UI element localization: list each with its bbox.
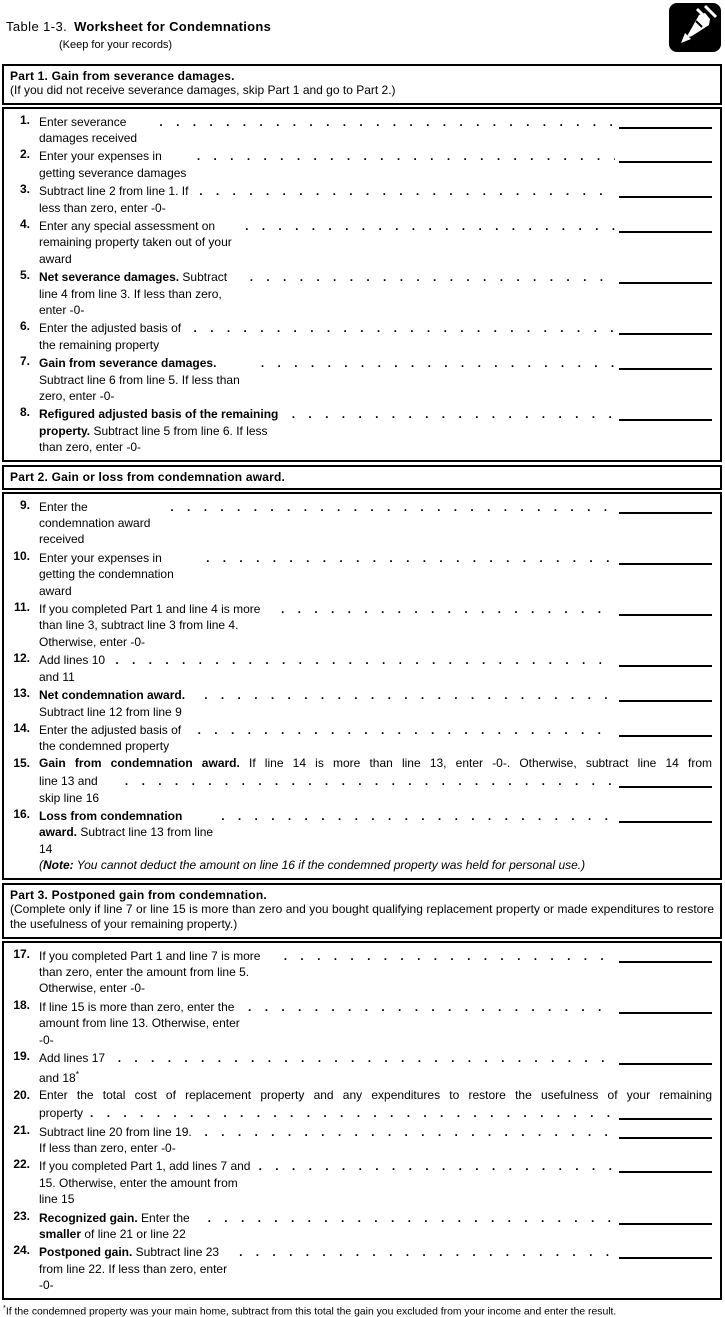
row-line bbox=[39, 112, 712, 147]
row-text bbox=[39, 404, 712, 455]
answer-line bbox=[619, 270, 712, 284]
row-text bbox=[39, 685, 712, 720]
dot-leader bbox=[250, 269, 615, 285]
worksheet-row bbox=[9, 946, 712, 997]
row-number: 3. bbox=[19, 182, 30, 197]
row-line-text bbox=[39, 722, 191, 755]
dot-leader bbox=[90, 1105, 615, 1121]
worksheet-row bbox=[9, 267, 712, 318]
row-line bbox=[39, 857, 712, 873]
worksheet-row bbox=[9, 1087, 712, 1122]
text-segment: If line 15 is more than zero, enter the amount from line 13. Otherwise, enter -0- bbox=[39, 999, 244, 1047]
row-line-text bbox=[39, 808, 217, 857]
row-line bbox=[39, 1242, 712, 1293]
dot-leader bbox=[199, 183, 615, 199]
text-segment: Recognized gain. bbox=[39, 1210, 138, 1225]
answer-line bbox=[619, 1051, 712, 1065]
row-line-text bbox=[39, 320, 187, 353]
text-segment: Note: bbox=[43, 858, 74, 873]
dot-leader bbox=[208, 1210, 615, 1226]
row-line bbox=[39, 720, 712, 755]
row-line-wrapped bbox=[39, 755, 712, 771]
dot-leader bbox=[170, 499, 615, 515]
dot-leader bbox=[239, 1244, 615, 1260]
text-segment: Subtract line 2 from line 1. If less than zero, enter -0- bbox=[39, 184, 192, 215]
worksheet-row bbox=[9, 404, 712, 455]
dot-leader bbox=[261, 355, 615, 371]
worksheet-row bbox=[9, 599, 712, 650]
text-segment: Subtract line 4 from line 3. If less than zero, enter -0- bbox=[39, 270, 231, 317]
text-segment: * bbox=[75, 1069, 79, 1080]
row-line bbox=[39, 353, 712, 404]
dot-leader bbox=[245, 218, 615, 234]
worksheet-row bbox=[9, 1208, 712, 1243]
worksheet-row bbox=[9, 685, 712, 720]
answer-line bbox=[619, 723, 712, 737]
row-line-text bbox=[39, 1050, 111, 1087]
part-title: Part 2. Gain or loss from condemnation award. bbox=[10, 469, 286, 484]
footnote bbox=[3, 1303, 722, 1317]
worksheet-row bbox=[9, 1242, 712, 1293]
row-line-text bbox=[39, 857, 585, 873]
text-segment: Enter any special assessment on remaining property taken out of your award bbox=[39, 218, 236, 266]
dot-leader bbox=[194, 320, 615, 336]
part-subtitle: (Complete only if line 7 or line 15 is more than zero and you bought qualifying replacement property or made expenditures to restore the usefulness of your remaining property.) bbox=[10, 901, 714, 932]
answer-line bbox=[619, 1211, 712, 1225]
worksheet-row bbox=[9, 806, 712, 857]
part-subtitle: (If you did not receive severance damages, skip Part 1 and go to Part 2.) bbox=[10, 83, 396, 97]
row-line-text bbox=[39, 1158, 252, 1207]
text-segment: Subtract line 6 from line 5. If less than zero, enter -0- bbox=[39, 356, 244, 403]
answer-line bbox=[619, 115, 712, 129]
table-title: Worksheet for Condemnations bbox=[74, 19, 272, 34]
worksheet-row bbox=[9, 146, 712, 181]
text-segment: Enter the condemnation award received bbox=[39, 499, 154, 547]
row-line-text bbox=[39, 999, 244, 1048]
dot-leader bbox=[125, 773, 615, 789]
answer-line bbox=[619, 774, 712, 788]
text-segment: If you completed Part 1 and line 4 is more than line 3, subtract line 3 from line 4. Otherwise, enter -0- bbox=[39, 602, 264, 649]
dot-leader bbox=[221, 808, 615, 824]
row-text bbox=[39, 548, 712, 599]
row-line-text bbox=[39, 1210, 201, 1243]
part-header bbox=[2, 64, 722, 105]
text-segment: Gain from condemnation award. bbox=[39, 755, 240, 770]
pencil-icon bbox=[669, 3, 721, 52]
table-number: Table 1-3. bbox=[6, 19, 68, 34]
row-line-text bbox=[39, 1088, 712, 1102]
row-line-text bbox=[39, 601, 274, 650]
row-text bbox=[39, 216, 712, 267]
answer-line bbox=[619, 551, 712, 565]
part-2 bbox=[2, 465, 722, 880]
dot-leader bbox=[281, 601, 615, 617]
worksheet-row bbox=[9, 497, 712, 548]
dot-leader bbox=[115, 652, 615, 668]
dot-leader bbox=[205, 1124, 616, 1140]
worksheet-row bbox=[9, 1156, 712, 1207]
part-header bbox=[2, 465, 722, 490]
answer-line bbox=[619, 1245, 712, 1259]
row-line-text bbox=[39, 773, 118, 806]
row-text bbox=[39, 1122, 712, 1157]
text-segment: Enter the adjusted basis of the condemned property bbox=[39, 722, 185, 754]
text-segment: Subtract line 13 from line 14 bbox=[39, 825, 217, 856]
row-number: 14. bbox=[13, 720, 30, 735]
row-line bbox=[39, 216, 712, 267]
text-segment: of line 21 or line 22 bbox=[81, 1227, 186, 1242]
text-segment: Net condemnation award. bbox=[39, 688, 186, 703]
row-line bbox=[39, 1103, 712, 1121]
text-segment: Enter the adjusted basis of the remaining property bbox=[39, 321, 185, 352]
row-number: 22. bbox=[13, 1157, 30, 1172]
text-segment: Subtract line 5 from line 6. If less than zero, enter -0- bbox=[39, 423, 271, 455]
dot-leader bbox=[248, 999, 615, 1015]
row-number: 1. bbox=[19, 112, 30, 127]
row-text bbox=[39, 1048, 712, 1087]
worksheet-row bbox=[9, 318, 712, 353]
text-segment: Enter the bbox=[137, 1210, 194, 1225]
row-number: 6. bbox=[19, 319, 30, 334]
answer-line bbox=[619, 653, 712, 667]
row-line-text bbox=[39, 1244, 232, 1293]
dot-leader bbox=[198, 722, 615, 738]
row-number: 8. bbox=[19, 405, 30, 420]
dot-leader bbox=[206, 550, 615, 566]
dot-leader bbox=[259, 1158, 615, 1174]
row-line-text bbox=[39, 148, 190, 181]
row-text bbox=[39, 267, 712, 318]
row-line-text bbox=[39, 355, 254, 404]
text-segment: property bbox=[39, 1106, 84, 1121]
text-segment: smaller bbox=[39, 1227, 82, 1242]
worksheet-row bbox=[9, 720, 712, 755]
row-line-text bbox=[39, 114, 152, 147]
text-segment: line 13 and skip line 16 bbox=[39, 774, 102, 805]
row-line-text bbox=[39, 756, 712, 770]
row-line-text bbox=[39, 687, 197, 720]
dot-leader bbox=[159, 114, 615, 130]
text-segment: If you completed Part 1 and line 7 is more than zero, enter the amount from line 5. Otherwise, enter -0- bbox=[39, 948, 264, 996]
row-line-text bbox=[39, 1105, 83, 1121]
answer-line bbox=[619, 1106, 712, 1120]
row-line-text bbox=[39, 218, 238, 267]
text-segment: Subtract line 23 from line 22. If less than zero, enter -0- bbox=[39, 1245, 231, 1293]
row-line bbox=[39, 181, 712, 216]
text-segment: Add lines 10 and 11 bbox=[39, 653, 109, 684]
row-text bbox=[39, 1087, 712, 1122]
row-number: 19. bbox=[13, 1049, 30, 1063]
text-segment: Loss from condemnation award. bbox=[39, 808, 186, 840]
dot-leader bbox=[284, 948, 615, 964]
table-subtitle: (Keep for your records) bbox=[59, 39, 173, 51]
row-number: 4. bbox=[19, 216, 30, 231]
answer-line bbox=[619, 407, 712, 421]
row-line bbox=[39, 771, 712, 806]
dot-leader bbox=[292, 406, 615, 422]
note-row bbox=[9, 857, 712, 873]
text-segment: Gain from severance damages. bbox=[39, 356, 217, 371]
row-text bbox=[39, 146, 712, 181]
dot-leader bbox=[118, 1050, 615, 1066]
row-line bbox=[39, 599, 712, 650]
row-number: 9. bbox=[19, 497, 30, 512]
text-segment: Enter the total cost of replacement property and any expenditures to restore the usefulness of your remaining bbox=[39, 1087, 712, 1102]
row-text bbox=[39, 112, 712, 147]
answer-line bbox=[619, 500, 712, 514]
worksheet-row bbox=[9, 181, 712, 216]
row-line-text bbox=[39, 652, 108, 685]
text-segment: Refigured adjusted basis of the remaining property. bbox=[39, 407, 282, 438]
row-number: 20. bbox=[13, 1087, 30, 1102]
row-text bbox=[39, 353, 712, 404]
row-text bbox=[39, 650, 712, 685]
row-line-text bbox=[39, 183, 192, 216]
row-line bbox=[39, 404, 712, 455]
answer-line bbox=[619, 1125, 712, 1139]
row-number: 18. bbox=[13, 997, 30, 1012]
row-number: 10. bbox=[13, 548, 30, 563]
worksheet-row bbox=[9, 216, 712, 267]
row-number: 24. bbox=[13, 1243, 30, 1258]
row-number: 16. bbox=[13, 806, 30, 821]
row-number: 7. bbox=[19, 354, 30, 369]
row-text bbox=[39, 1156, 712, 1207]
row-line bbox=[39, 548, 712, 599]
row-line bbox=[39, 318, 712, 353]
text-segment: Postponed gain. bbox=[39, 1245, 133, 1260]
doc-header bbox=[2, 0, 722, 61]
row-text bbox=[39, 946, 712, 997]
part-header bbox=[2, 883, 722, 939]
row-number: 11. bbox=[13, 600, 30, 615]
text-segment: Enter severance damages received bbox=[39, 114, 138, 145]
text-segment: ( bbox=[39, 858, 43, 873]
text-segment: * bbox=[3, 1302, 6, 1312]
text-segment: Subtract line 20 from line 19. If less than zero, enter -0- bbox=[39, 1124, 196, 1156]
row-line-text bbox=[39, 1124, 198, 1157]
row-line bbox=[39, 1048, 712, 1087]
worksheet-row bbox=[9, 755, 712, 806]
worksheet-row bbox=[9, 1122, 712, 1157]
row-line bbox=[39, 1156, 712, 1207]
row-line-text bbox=[39, 550, 199, 599]
row-text bbox=[39, 497, 712, 548]
row-text bbox=[39, 318, 712, 353]
row-text bbox=[39, 599, 712, 650]
row-line-text bbox=[39, 948, 277, 997]
answer-line bbox=[619, 688, 712, 702]
part-1 bbox=[2, 64, 722, 462]
answer-line bbox=[619, 1000, 712, 1014]
text-segment: Subtract line 12 from line 9 bbox=[39, 688, 189, 719]
text-segment: You cannot deduct the amount on line 16 if the condemned property was held for personal use.) bbox=[73, 858, 586, 873]
row-number: 2. bbox=[19, 147, 30, 162]
row-text bbox=[39, 806, 712, 857]
row-number: 15. bbox=[13, 755, 30, 770]
row-number: 12. bbox=[13, 651, 30, 666]
dot-leader bbox=[197, 148, 615, 164]
row-line bbox=[39, 1208, 712, 1243]
worksheet-row bbox=[9, 548, 712, 599]
worksheet-row bbox=[9, 997, 712, 1048]
answer-line bbox=[619, 602, 712, 616]
row-number: 5. bbox=[19, 268, 30, 283]
worksheet-parts bbox=[2, 64, 722, 1300]
part-body bbox=[2, 492, 722, 880]
row-text bbox=[39, 755, 712, 806]
row-line bbox=[39, 997, 712, 1048]
row-text bbox=[39, 857, 712, 873]
row-line bbox=[39, 146, 712, 181]
row-text bbox=[39, 997, 712, 1048]
row-line bbox=[39, 650, 712, 685]
dot-leader bbox=[204, 687, 615, 703]
worksheet-row bbox=[9, 353, 712, 404]
worksheet-row bbox=[9, 650, 712, 685]
worksheet-row bbox=[9, 112, 712, 147]
answer-line bbox=[619, 1159, 712, 1173]
text-segment: Add lines 17 and 18 bbox=[39, 1051, 109, 1086]
part-title: Part 1. Gain from severance damages. bbox=[10, 69, 235, 83]
row-line bbox=[39, 497, 712, 548]
row-line bbox=[39, 267, 712, 318]
answer-line bbox=[619, 809, 712, 823]
row-number: 23. bbox=[13, 1208, 30, 1223]
text-segment: Enter your expenses in getting severance damages bbox=[39, 149, 187, 180]
row-text bbox=[39, 720, 712, 755]
row-text bbox=[39, 1242, 712, 1293]
text-segment: If line 14 is more than line 13, enter -0-. Otherwise, subtract line 14 from bbox=[239, 755, 713, 770]
answer-line bbox=[619, 356, 712, 370]
row-line bbox=[39, 685, 712, 720]
table-title-line bbox=[6, 19, 271, 34]
part-body bbox=[2, 941, 722, 1300]
row-text bbox=[39, 1208, 712, 1243]
row-text bbox=[39, 181, 712, 216]
row-line-text bbox=[39, 406, 285, 455]
row-line bbox=[39, 1122, 712, 1157]
answer-line bbox=[619, 321, 712, 335]
text-segment: Enter your expenses in getting the condemnation award bbox=[39, 550, 178, 598]
row-number: 21. bbox=[13, 1122, 30, 1137]
part-title: Part 3. Postponed gain from condemnation. bbox=[10, 887, 267, 902]
answer-line bbox=[619, 149, 712, 163]
text-segment: If you completed Part 1, add lines 7 and 15. Otherwise, enter the amount from line 15 bbox=[39, 1159, 254, 1207]
part-3 bbox=[2, 883, 722, 1300]
answer-line bbox=[619, 184, 712, 198]
worksheet-row bbox=[9, 1048, 712, 1087]
row-line-text bbox=[39, 269, 243, 318]
row-line-text bbox=[39, 499, 163, 548]
text-segment: Net severance damages. bbox=[39, 270, 180, 285]
row-number: 13. bbox=[13, 686, 30, 701]
row-line-wrapped bbox=[39, 1087, 712, 1103]
answer-line bbox=[619, 949, 712, 963]
row-line bbox=[39, 946, 712, 997]
row-number: 17. bbox=[13, 946, 30, 961]
part-body bbox=[2, 107, 722, 462]
row-line bbox=[39, 806, 712, 857]
answer-line bbox=[619, 219, 712, 233]
text-segment: If the condemned property was your main home, subtract from this total the gain you excluded from your income and enter the result. bbox=[5, 1306, 617, 1317]
